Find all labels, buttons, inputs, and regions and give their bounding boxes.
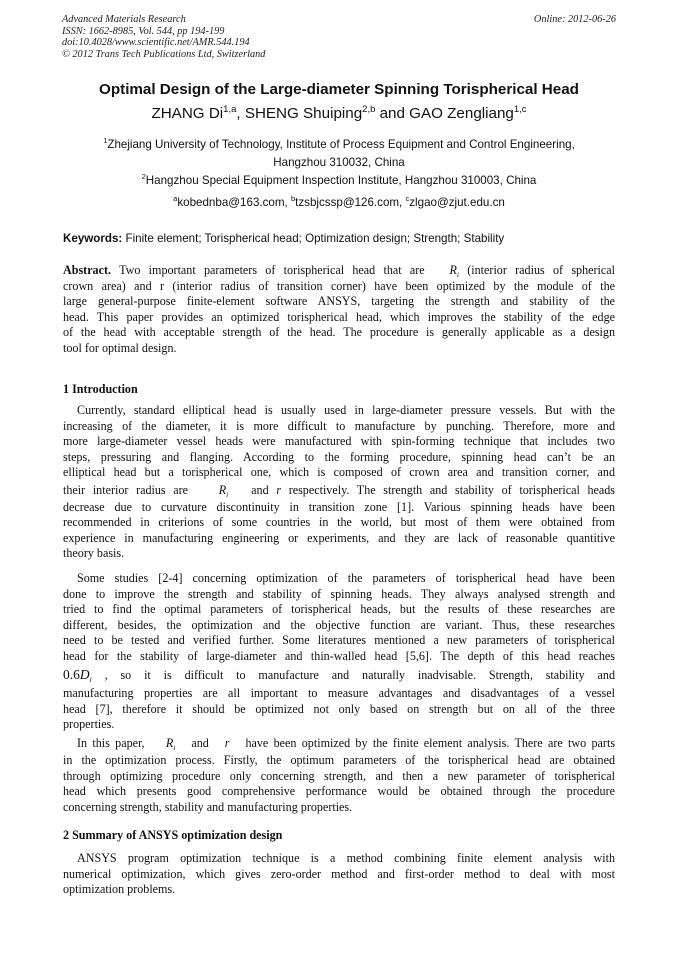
text-line: recommended in criterions of some countries in the world, but most of them were obtained from: [63, 515, 615, 529]
author-name: SHENG Shuiping: [244, 105, 363, 122]
text-line: numerical optimization, which gives zero-order method and first-order method to deal with most: [63, 866, 615, 881]
text-line: head which presents good comprehensive performance would be obtained through the procedure: [63, 784, 615, 798]
text-fragment: In this paper,: [77, 736, 145, 750]
math-subscript: i: [89, 675, 92, 684]
affiliation-1-line-1: [0, 136, 678, 154]
text-fragment: and: [251, 482, 269, 497]
affiliation-1-line-2: Hangzhou 310032, China: [273, 156, 405, 169]
text-line: manufacturing properties are all important to measure advantages and disadvantages of a vessel: [63, 686, 615, 700]
affiliation-2: [0, 172, 678, 190]
intro-paragraph-3: [63, 734, 615, 815]
math-0-6-D-i: [63, 667, 92, 682]
abstract-text: (interior radius of spherical: [467, 263, 615, 277]
math-subscript: i: [226, 489, 229, 499]
email-address: tzsbjcssp@126.com,: [295, 196, 406, 209]
text-line: in the optimization process. Firstly, the optimum parameters of the torispherical head are obtained: [63, 753, 615, 767]
affiliation-text: Zhejiang University of Technology, Institute of Process Equipment and Control Engineering,: [107, 138, 575, 151]
author-superscript: 2,b: [362, 104, 376, 115]
affiliation-marker: 1: [103, 136, 108, 145]
math-symbol: D: [79, 667, 90, 682]
abstract-line: of the head with acceptable strength of the head. The procedure is generally applicable as a design: [63, 325, 615, 339]
journal-metadata: [62, 14, 616, 60]
text-line: head [7], therefore it should be optimized not only based on strength but on all of the three: [63, 701, 615, 716]
keywords-label: Keywords:: [63, 232, 123, 245]
text-fragment: and: [191, 736, 209, 750]
text-line: Some studies [2-4] concerning optimization of the parameters of torispherical head have been: [77, 571, 615, 585]
intro-paragraph-2: [63, 571, 615, 733]
keywords-text: Finite element; Torispherical head; Optimization design; Strength; Stability: [122, 232, 505, 245]
email-line: [0, 194, 678, 212]
math-coefficient: 0.6: [63, 667, 80, 682]
math-r: r: [276, 482, 282, 497]
paper-title: Optimal Design of the Large-diameter Spinning Torispherical Head: [99, 81, 579, 98]
section-heading-ansys: 2 Summary of ANSYS optimization design: [63, 828, 283, 842]
author-name: ZHANG Di: [151, 105, 224, 122]
text-line: concerning strength, stability and manufacturing properties.: [63, 799, 353, 814]
journal-name: Advanced Materials Research: [62, 14, 186, 25]
text-fragment: their interior radius are: [63, 482, 189, 497]
section-heading-introduction: 1 Introduction: [63, 382, 138, 396]
text-line: tried to find the optimal parameters of torispherical heads, but the results of these researches are: [63, 602, 615, 616]
text-line: elliptical head but a torispherical one, which is composed of crown area and transition corner, and: [63, 465, 615, 479]
text-line: more large-diameter vessel heads were manufactured with spin-forming technique that includes two: [63, 434, 615, 448]
text-line: optimization problems.: [63, 882, 176, 896]
intro-paragraph-1: [63, 403, 615, 562]
text-line: increasing of the diameter, it is more difficult to manufacture by punching. Therefore, more and: [63, 418, 615, 433]
text-line: through optimizing procedure only concerning strength, and then a new parameter of torispherical: [63, 768, 615, 783]
math-R-i: [449, 263, 458, 277]
text-line: different, besides, the optimization and the objective function are variant. Thus, these researches: [63, 617, 615, 632]
email-marker: b: [290, 194, 296, 203]
text-line: [63, 734, 615, 753]
math-subscript: i: [173, 743, 176, 752]
abstract-line: [63, 263, 615, 279]
doi-line: doi:10.4028/www.scientific.net/AMR.544.194: [62, 37, 250, 48]
text-line: ANSYS program optimization technique is a method combining finite element analysis with: [77, 851, 615, 865]
affiliation-text: Hangzhou Special Equipment Inspection Institute, Hangzhou 310003, China: [145, 174, 537, 187]
abstract-text: Two important parameters of torispherical head that are: [111, 263, 425, 277]
text-line: head for the stability of large-diameter and thin-walled head [5,6]. The depth of this head reaches: [63, 648, 615, 663]
author-list: [0, 104, 678, 124]
text-fragment: , so it is difficult to manufacture and naturally inadvisable. Strength, stability and: [104, 668, 615, 682]
text-line: [63, 481, 615, 500]
author-superscript: 1,c: [513, 104, 527, 115]
text-line: experience in manufacturing engineering or experiments, and they are lack of reasonable quantitive: [63, 530, 615, 545]
keywords: [63, 231, 615, 247]
math-symbol: R: [449, 263, 457, 277]
author-superscript: 1,a: [223, 104, 237, 115]
text-line: properties.: [63, 717, 115, 731]
math-R-i: [219, 483, 228, 497]
affiliation-marker: 2: [141, 172, 146, 181]
abstract-line: head. This paper provides an optimized torispherical head, which improves the stability of the edge: [63, 309, 615, 324]
text-line: decrease due to curvature discontinuity in transition zone [1]. Various spinning heads have been: [63, 499, 615, 514]
abstract-label: Abstract.: [63, 263, 112, 277]
text-fragment: have been optimized by the finite element analysis. There are two parts: [245, 736, 616, 750]
math-r: r: [224, 736, 230, 750]
math-symbol: R: [218, 482, 227, 497]
email-address: zlgao@zjut.edu.cn: [409, 196, 505, 209]
email-address: kobednba@163.com,: [177, 196, 291, 209]
text-fragment: respectively. The strength and stability of torispherical heads: [288, 482, 616, 497]
author-name: GAO Zengliang: [409, 105, 514, 122]
text-line: need to be tested and verified further. Some literatures mentioned a new parameters of torispherical: [63, 633, 615, 647]
issn-line: ISSN: 1662-8985, Vol. 544, pp 194-199: [62, 25, 225, 37]
copyright-line: © 2012 Trans Tech Publications Ltd, Switzerland: [62, 48, 266, 60]
text-line: done to improve the strength and stability of spinning heads. They always analysed strength and: [63, 586, 615, 601]
author-separator: and: [375, 105, 410, 122]
math-R-i: [166, 736, 175, 750]
abstract-line: crown area) and r (interior radius of transition corner) have been optimized by the module of the: [63, 278, 615, 293]
online-date: Online: 2012-06-26: [533, 14, 616, 25]
math-symbol: R: [165, 736, 174, 750]
abstract-line: large general-purpose finite-element software ANSYS, targeting the strength and stability of the: [63, 294, 615, 308]
email-marker: c: [405, 194, 410, 203]
email-marker: a: [173, 194, 178, 203]
abstract-line: tool for optimal design.: [63, 340, 177, 355]
text-line: Currently, standard elliptical head is usually used in large-diameter pressure vessels. But with the: [77, 403, 615, 417]
author-separator: ,: [236, 105, 245, 122]
math-subscript: i: [456, 270, 459, 279]
text-line: steps, pressuring and flanging. According to the forming procedure, spinning head can’t be an: [63, 449, 615, 464]
text-line: [63, 664, 615, 686]
abstract: [63, 263, 615, 356]
section2-paragraph-1: [63, 851, 615, 898]
text-line: theory basis.: [63, 546, 125, 560]
